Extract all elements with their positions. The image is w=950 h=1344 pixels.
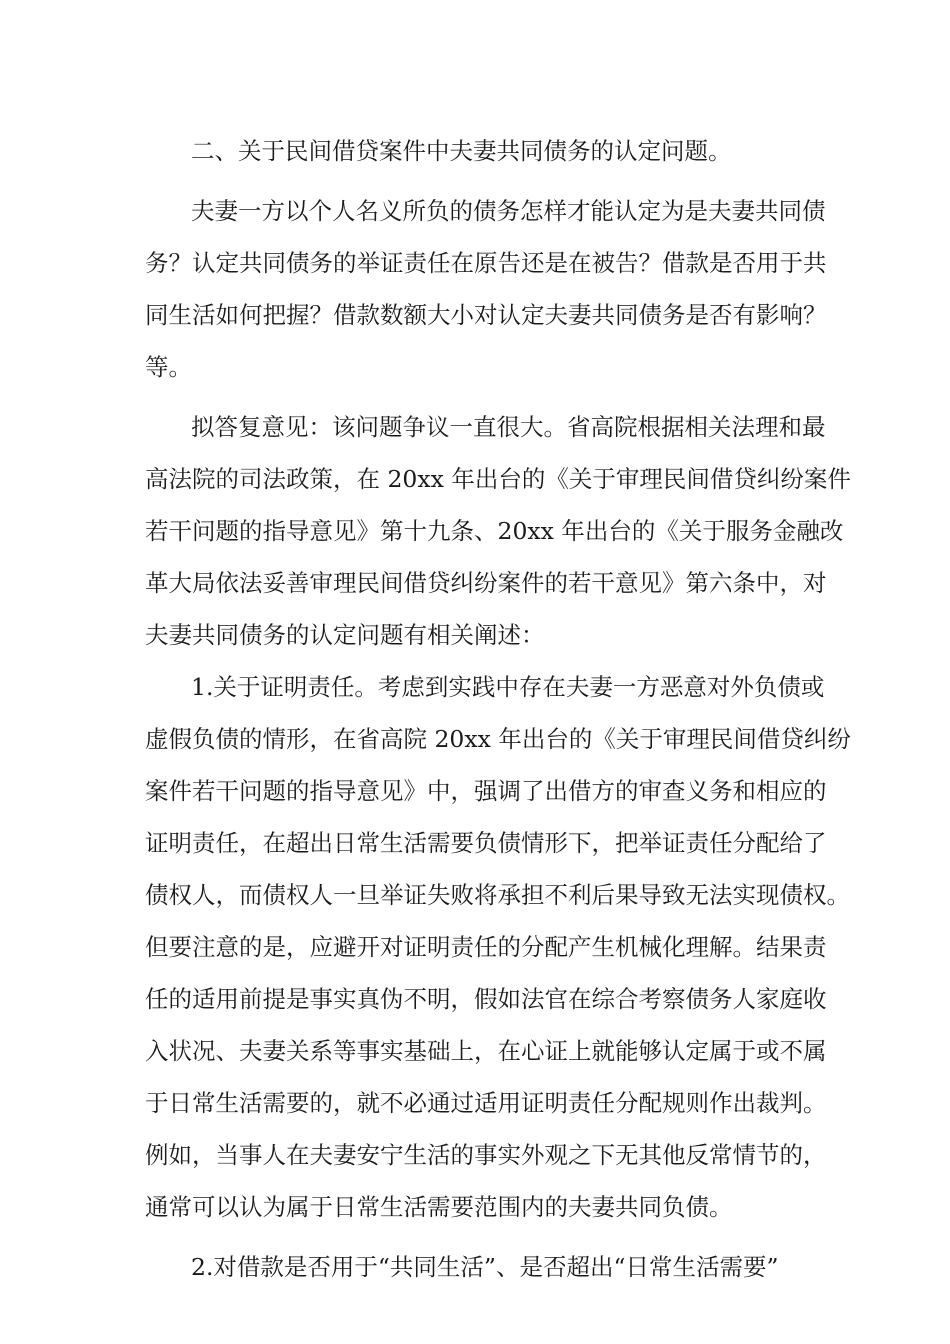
heading-line: 二、关于民间借贷案件中夫妻共同债务的认定问题。 bbox=[191, 137, 732, 165]
section-heading bbox=[145, 125, 813, 177]
point-2-paragraph bbox=[145, 1241, 813, 1293]
paragraph-line: 等。 bbox=[145, 353, 192, 381]
paragraph-line: 任的适用前提是事实真伪不明，假如法官在综合考察债务人家庭收 bbox=[145, 985, 827, 1013]
paragraph-line: 于日常生活需要的，就不必通过适用证明责任分配规则作出裁判。 bbox=[145, 1089, 827, 1117]
paragraph-line: 革大局依法妥善审理民间借贷纠纷案件的若干意见》第六条中，对 bbox=[145, 569, 827, 597]
paragraph-line: 2.对借款是否用于“共同生活”、是否超出“日常生活需要” bbox=[191, 1253, 779, 1281]
paragraph-line: 例如，当事人在夫妻安宁生活的事实外观之下无其他反常情节的， bbox=[145, 1141, 827, 1169]
paragraph-line: 入状况、夫妻关系等事实基础上，在心证上就能够认定属于或不属 bbox=[145, 1037, 827, 1065]
paragraph-line: 务？认定共同债务的举证责任在原告还是在被告？借款是否用于共 bbox=[145, 249, 827, 277]
paragraph-line: 同生活如何把握？借款数额大小对认定夫妻共同债务是否有影响？ bbox=[145, 301, 827, 329]
paragraph-line: 高法院的司法政策，在 20xx 年出台的《关于审理民间借贷纠纷案件 bbox=[145, 465, 851, 493]
paragraph-gap bbox=[145, 1233, 813, 1241]
paragraph-line: 拟答复意见：该问题争议一直很大。省高院根据相关法理和最 bbox=[191, 413, 826, 441]
answer-paragraph bbox=[145, 401, 851, 661]
paragraph-line: 夫妻共同债务的认定问题有相关阐述： bbox=[145, 621, 545, 649]
paragraph-line: 虚假负债的情形，在省高院 20xx 年出台的《关于审理民间借贷纠纷 bbox=[145, 725, 851, 753]
paragraph-line: 债权人，而债权人一旦举证失败将承担不利后果导致无法实现债权。 bbox=[145, 881, 850, 909]
paragraph-line: 通常可以认为属于日常生活需要范围内的夫妻共同负债。 bbox=[145, 1193, 733, 1221]
paragraph-gap bbox=[145, 393, 813, 401]
paragraph-line: 若干问题的指导意见》第十九条、20xx 年出台的《关于服务金融改 bbox=[145, 517, 844, 545]
paragraph-line: 夫妻一方以个人名义所负的债务怎样才能认定为是夫妻共同债 bbox=[191, 197, 826, 225]
document-body bbox=[145, 125, 851, 1293]
paragraph-line: 证明责任，在超出日常生活需要负债情形下，把举证责任分配给了 bbox=[145, 829, 827, 857]
point-1-paragraph bbox=[145, 661, 851, 1233]
paragraph-gap bbox=[145, 177, 813, 185]
paragraph-line: 案件若干问题的指导意见》中，强调了出借方的审查义务和相应的 bbox=[145, 777, 827, 805]
question-paragraph bbox=[145, 185, 827, 393]
paragraph-line: 但要注意的是，应避开对证明责任的分配产生机械化理解。结果责 bbox=[145, 933, 827, 961]
paragraph-line: 1.关于证明责任。考虑到实践中存在夫妻一方恶意对外负债或 bbox=[191, 673, 825, 701]
